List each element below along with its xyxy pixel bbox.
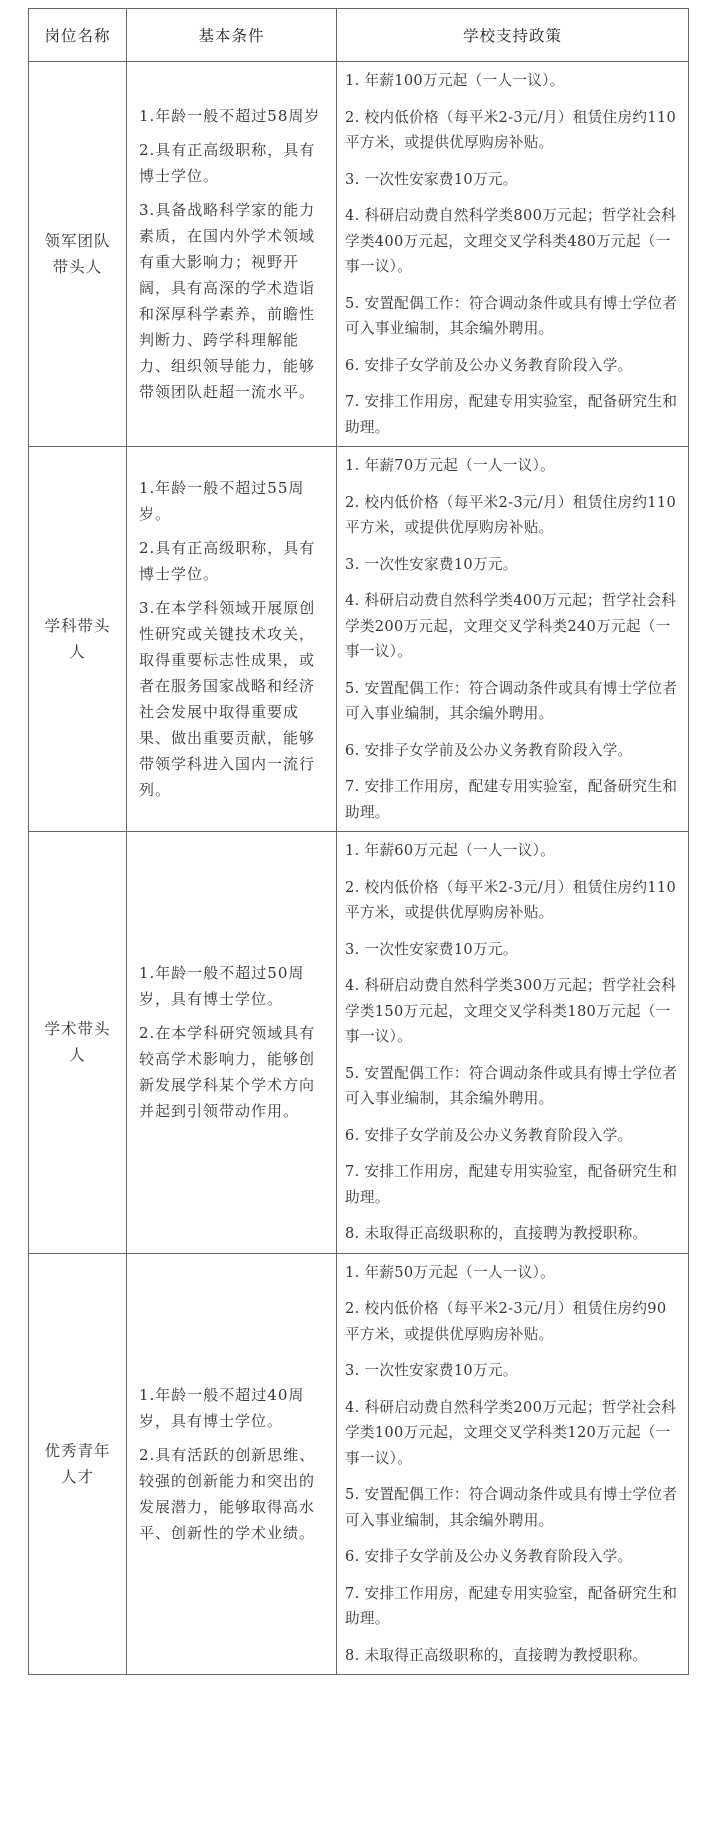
policy-item: 2. 校内低价格（每平米2-3元/月）租赁住房约110平方米，或提供优厚购房补贴。: [345, 878, 677, 921]
condition-item: 3.在本学科领域开展原创性研究或关键技术攻关，取得重要标志性成果，或者在服务国家战略和经济社会发展中取得重要成果、做出重要贡献，能够带领学科进入国内一流行列。: [139, 599, 316, 799]
policy-item: 2. 校内低价格（每平米2-3元/月）租赁住房约110平方米，或提供优厚购房补贴。: [345, 108, 677, 151]
policy-item: 7. 安排工作用房，配建专用实验室，配备研究生和助理。: [345, 778, 678, 821]
policy-item: 3. 一次性安家费10万元。: [345, 1362, 518, 1379]
policy-item: 5. 安置配偶工作：符合调动条件或具有博士学位者可入事业编制，其余编外聘用。: [345, 679, 678, 722]
table-row: [29, 447, 689, 832]
table-row: [29, 1253, 689, 1675]
policy-item: 6. 安排子女学前及公办义务教育阶段入学。: [345, 1548, 633, 1565]
condition-item: 3.具备战略科学家的能力素质，在国内外学术领域有重大影响力；视野开阔，具有高深的学术造诣和深厚科学素养，前瞻性判断力、跨学科理解能力、组织领导能力，能够带领团队赶超一流水平。: [139, 201, 316, 401]
policy-item: 6. 安排子女学前及公办义务教育阶段入学。: [345, 741, 633, 759]
table-row: [29, 62, 689, 447]
table-header-row: [29, 9, 689, 62]
condition-item: 2.具有正高级职称，具有博士学位。: [139, 141, 316, 185]
condition-item: 2.具有活跃的创新思维、较强的创新能力和突出的发展潜力，能够取得高水平、创新性的学术业绩。: [139, 1445, 316, 1542]
policy-item: 8. 未取得正高级职称的，直接聘为教授职称。: [345, 1225, 648, 1242]
conditions-cell: [127, 1253, 337, 1675]
header-basic-conditions: 基本条件: [127, 9, 337, 62]
policy-item: 5. 安置配偶工作：符合调动条件或具有博士学位者可入事业编制，其余编外聘用。: [345, 1486, 678, 1529]
conditions-cell: [127, 832, 337, 1254]
header-support-policies: 学校支持政策: [337, 9, 689, 62]
policy-item: 3. 一次性安家费10万元。: [345, 170, 518, 188]
policy-item: 4. 科研启动费自然科学类400万元起；哲学社会科学类200万元起，文理交叉学科类240万元起（一事一议）。: [345, 592, 677, 660]
policy-item: 1. 年薪70万元起（一人一议）。: [345, 457, 556, 474]
condition-item: 1.年龄一般不超过40周岁，具有博士学位。: [139, 1385, 305, 1430]
post-name: 学术带头人: [29, 832, 127, 1254]
policy-item: 8. 未取得正高级职称的，直接聘为教授职称。: [345, 1646, 648, 1664]
policy-item: 7. 安排工作用房，配建专用实验室，配备研究生和助理。: [345, 1163, 678, 1206]
table-row: [29, 832, 689, 1254]
policy-item: 1. 年薪50万元起（一人一议）。: [345, 1263, 556, 1281]
policy-item: 4. 科研启动费自然科学类200万元起；哲学社会科学类100万元起，文理交叉学科类120万元起（一事一议）。: [345, 1398, 677, 1467]
policy-item: 6. 安排子女学前及公办义务教育阶段入学。: [345, 356, 633, 374]
policies-cell: [337, 1253, 689, 1675]
policy-item: 4. 科研启动费自然科学类800万元起；哲学社会科学类400万元起，文理交叉学科类480万元起（一事一议）。: [345, 207, 677, 275]
policies-cell: [337, 447, 689, 832]
policy-item: 3. 一次性安家费10万元。: [345, 940, 518, 958]
header-post-name: 岗位名称: [29, 9, 127, 62]
conditions-cell: [127, 447, 337, 832]
post-name: 领军团队带头人: [29, 62, 127, 447]
post-name: 学科带头人: [29, 447, 127, 832]
policy-item: 7. 安排工作用房，配建专用实验室，配备研究生和助理。: [345, 1584, 678, 1627]
talent-policy-table: [28, 8, 689, 1675]
policy-item: 2. 校内低价格（每平米2-3元/月）租赁住房约110平方米，或提供优厚购房补贴。: [345, 493, 677, 536]
policy-item: 5. 安置配偶工作：符合调动条件或具有博士学位者可入事业编制，其余编外聘用。: [345, 1064, 678, 1107]
policies-cell: [337, 62, 689, 447]
policy-item: 4. 科研启动费自然科学类300万元起；哲学社会科学类150万元起，文理交叉学科类180万元起（一事一议）。: [345, 977, 677, 1045]
conditions-cell: [127, 62, 337, 447]
post-name: 优秀青年人才: [29, 1253, 127, 1675]
condition-item: 2.具有正高级职称，具有博士学位。: [139, 539, 316, 583]
policy-item: 2. 校内低价格（每平米2-3元/月）租赁住房约90平方米，或提供优厚购房补贴。: [345, 1300, 667, 1343]
policies-cell: [337, 832, 689, 1254]
policy-item: 7. 安排工作用房，配建专用实验室，配备研究生和助理。: [345, 393, 678, 436]
policy-item: 6. 安排子女学前及公办义务教育阶段入学。: [345, 1126, 633, 1144]
policy-item: 1. 年薪60万元起（一人一议）。: [345, 842, 556, 859]
condition-item: 1.年龄一般不超过58周岁: [139, 107, 321, 125]
policy-item: 1. 年薪100万元起（一人一议）。: [345, 72, 565, 89]
condition-item: 1.年龄一般不超过55周岁。: [139, 479, 305, 523]
condition-item: 1.年龄一般不超过50周岁，具有博士学位。: [139, 964, 305, 1009]
policy-item: 3. 一次性安家费10万元。: [345, 555, 518, 573]
condition-item: 2.在本学科研究领域具有较高学术影响力，能够创新发展学科某个学术方向并起到引领带动作用。: [139, 1024, 316, 1121]
policy-item: 5. 安置配偶工作：符合调动条件或具有博士学位者可入事业编制，其余编外聘用。: [345, 294, 678, 337]
